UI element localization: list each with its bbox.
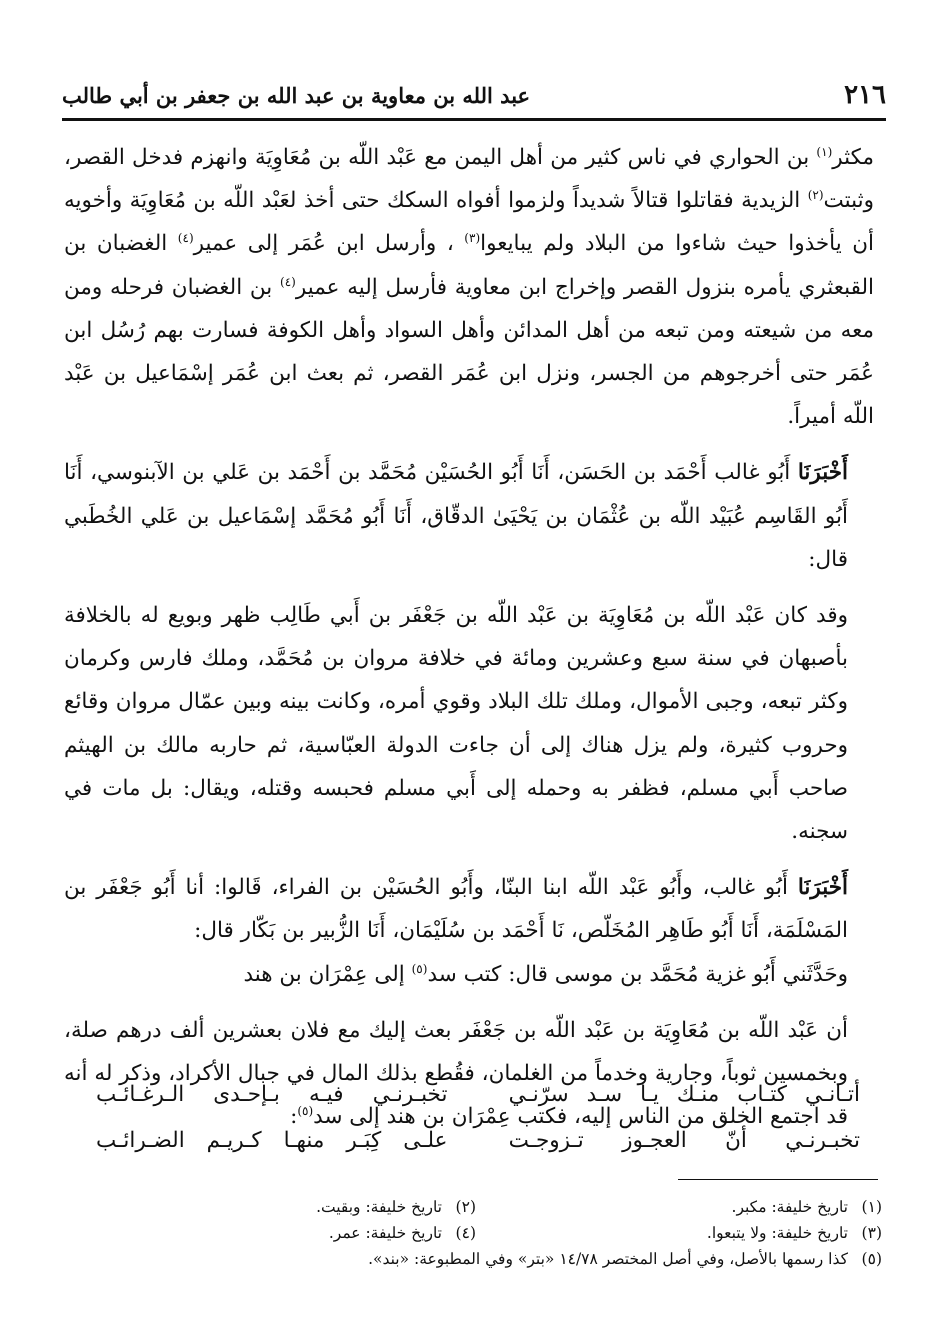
paragraph-1: مكثر$^{(١)}$ بن الحواري في ناس كثير من أهل اليمن مع عَبْد اللّه بن مُعَاوِيَة وانهزم فدخل القصر، وثبتت$^{(٢)}$ الزيدية فقاتلوا قتالاً شديداً ولزموا أفواه السكك حتى أخذ لعَبْد اللّه بن مُعَاوِيَة وأخويه أن يأخذوا حيث شاءوا من البلاد ولم يبايعوا$^{(٣)}$ ، وأرسل ابن عُمَر إلى عمير$^{(٤)}$ الغضبان بن القبعثري يأمره بنزول القصر وإخراج ابن معاوية فأرسل إليه عمير$^{(٤)}$ بن الغضبان فرحله ومن معه من شيعته ومن تبعه من أهل المدائن وأهل السواد وأهل الكوفة فسارت بهم رُسُل ابن عُمَر حتى أخرجوهم من الجسر، ونزل ابن عُمَر القصر، ثم بعث ابن عُمَر إسْمَاعيل بن عَبْد اللّه أميراً. [64, 144, 875, 430]
footnote-ref-4b: (٤) [280, 274, 296, 289]
verse-second-hemistich: علـى كِبَـر منهـا كـريـم الضـرائـب [96, 1128, 448, 1153]
footnote-2: (٢)تاريخ خليفة: وبقيت. [316, 1198, 476, 1216]
verse-first-hemistich: أتـانـي كتـاب منـك يـا سـد سرّنـي [508, 1082, 860, 1107]
running-title: عبد الله بن معاوية بن عبد الله بن جعفر بن أبي طالب [62, 82, 531, 108]
paragraph-3: وقد كان عَبْد اللّه بن مُعَاوِيَة بن عَبْد اللّه بن جَعْفَر بن أَبي طَالِب ظهر وبويع له بالخلافة بأصبهان في سنة سبع وعشرين ومائة في خلافة مروان بن مُحَمَّد، وملك فارس وكرمان وكثر تبعه، وجبى الأموال، وملك تلك البلاد وقوي أمره، وكانت بينه وبين عمّال مروان وقائع وحروب كثيرة، ولم يزل هناك إلى أن جاءت الدولة العبّاسية، ثم حاربه مالك بن الهيثم صاحب أَبي مسلم، فظفر به وحمله إلى أَبي مسلم فحبسه وقتله، ويقال: بل مات في سجنه. [64, 603, 848, 845]
paragraph-4: أَخْبَرَنَا أَبُو غالب، وأَبُو عَبْد اللّه ابنا البنّا، وأَبُو الحُسَيْن بن الفراء، قَالوا: أنا أَبُو جَعْفَر بن المَسْلَمَة، أَنَا أَبُو طَاهِر المُخَلّص، نَا أَحْمَد بن سُلَيْمَان، أَنَا الزُّبير بن بَكّار قال: [64, 875, 848, 944]
footnote-1: (١)تاريخ خليفة: مكبر. [731, 1198, 882, 1216]
page-header [62, 72, 886, 121]
footnote-separator [678, 1179, 878, 1180]
footnote-row [70, 1194, 882, 1220]
paragraph-2: أَخْبَرَنَا أَبُو غالب أَحْمَد بن الحَسَن، أَنَا أَبُو الحُسَيْن مُحَمَّد بن أَحْمَد بن عَلي بن الآبنوسي، أَنَا أَبُو القَاسِم عُبَيْد اللّه بن عُثْمَان بن يَحْيَىٰ الدقّاق، أَنَا أَبُو مُحَمَّد إسْمَاعيل بن عَلي الخُطَبي قال: [64, 460, 848, 572]
main-text [64, 136, 874, 1138]
footnote-ref-3: (٣) [464, 231, 481, 246]
footnote-3: (٣)تاريخ خليفة: ولا يتبعوا. [706, 1224, 882, 1242]
poem [96, 1072, 860, 1164]
footnote-5: (٥)كذا رسمها بالأصل، وفي أصل المختصر ١٤/٧٨ «بتر» وفي المطبوعة: «بند». [368, 1250, 882, 1268]
verse-first-hemistich: تخبـرنـي أنّ العجـوز تـزوجـت [508, 1128, 860, 1153]
poem-verse [96, 1072, 860, 1118]
footnote-ref-1: (١) [816, 144, 833, 159]
footnote-ref-2: (٢) [807, 188, 824, 203]
footnote-ref-5b: (٥) [297, 1104, 314, 1119]
footnote-row [70, 1220, 882, 1246]
verse-second-hemistich: تخبـرنـي فيـه بـإحـدى الـرغـائـب [96, 1082, 448, 1107]
paragraph-6: أن عَبْد اللّه بن مُعَاوِيَة بن عَبْد اللّه بن جَعْفَر بعث إليك مع فلان بعشرين ألف درهم صلة، وبخمسين ثوباً، وجارية وخدماً من الغلمان، فقُطع بذلك المال في جبال الأكراد، وذكر له أنه قد اجتمع الخلق من الناس إليه، فكتب عِمْرَان بن هند إلى سد$^{(٥)}$: [64, 1017, 848, 1130]
footnote-4: (٤)تاريخ خليفة: عمر. [328, 1224, 476, 1242]
footnote-ref-5: (٥) [411, 961, 428, 976]
paragraph-5: وحَدَّثَني أَبُو غزية مُحَمَّد بن موسى قال: كتب سد$^{(٥)}$ إلى عِمْرَان بن هند [243, 961, 848, 987]
poem-verse [96, 1118, 860, 1164]
isnad-lead: أَخْبَرَنَا [797, 460, 848, 486]
footnote-ref-4: (٤) [177, 231, 194, 246]
footnotes [70, 1194, 882, 1272]
page-number: ٢١٦ [844, 80, 886, 110]
isnad-lead: أَخْبَرَنَا [797, 875, 848, 901]
